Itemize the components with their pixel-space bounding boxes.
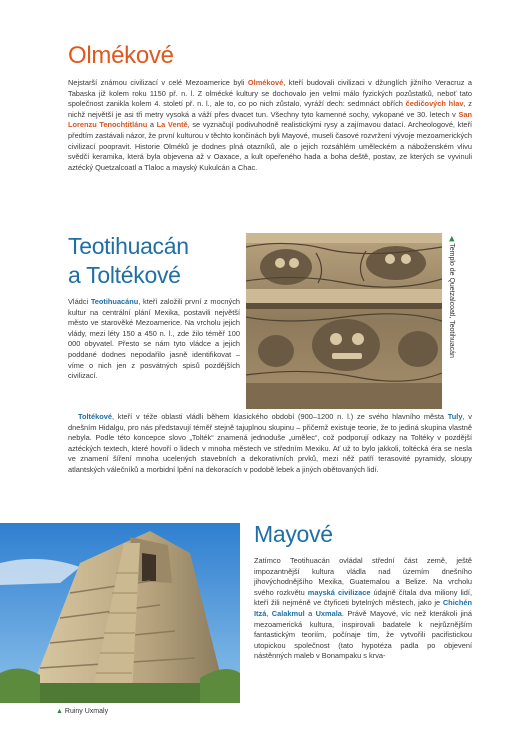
maya-keyword-uxmal: Uxmala: [315, 608, 342, 618]
olmec-keyword-san-lorenzo: San Lorenzu Tenochtitlánu: [68, 109, 472, 130]
olmec-text-3: , z nichž největší je asi tři metry vysoká a váží přes dvacet tun. Všechny tyto kamenné sochy, vykopané ve 30. letech v: [68, 99, 472, 119]
maya-text-2: údajně čítala dva miliony lidí, kteří žili nejméně ve čtyřiceti bytelných městech, jako je: [254, 587, 473, 608]
toltec-text-2: , v dnešním Hidalgu, pro nás představují téměř stejně tajuplnou skupinu – přičemž existuje teorie, že to jediná skupina vlastně nebyla. Podle této koncepce slovo „Tolték“ znamená jednoduše „umělec“, což podporují odkazy na Toltéky v pozdější aztéckých textech, které hovoří o lidech v mnoha městech ve středním Mexiku. Ať už to bylo jakkoli, toltécká éra se nesla ve znamení šíření mnoha ucelených stavebních a dekorativních prvků, mezi něž patří terasovité pyramidy, sloupy atlantských válečníků a morbidní lpění na dekoracích v podobě lebek a jiných obětovaných lidí.: [68, 412, 472, 474]
uxmal-pyramid-image: [0, 523, 240, 703]
olmec-text-5: , se vyznačují podivuhodně realistickými rysy a zajímavou datací. Archeologové, kteří předtím zastávali názor, že první kulturou v těchto končinách byli Mayové, museli časové rozvržení vývoje mezoamerických civilizací poopravit. Historie Olméků je dodnes plná otazníků, ale o jejich rozsáhlém uměleckém a náboženském vlivu svědčí keramika, která byla objevena až v Oaxace, a kult opeřeného hada a boha deště, postav, ze kterých se vyvinuli aztécký Quetzalcoatl a Tlaloc a mayský Kukulcán a Chac.: [68, 120, 472, 172]
section-title-maya: Mayové: [254, 521, 333, 547]
temple-caption-text: Templo de Quetzalcoatl, Teotihuacán: [448, 243, 455, 358]
olmec-text-4: a: [147, 120, 157, 130]
maya-text-4: a: [304, 608, 316, 618]
maya-text-3: ,: [266, 608, 272, 618]
teo-title-line1: Teotihuacán: [68, 233, 189, 259]
temple-photo: [246, 233, 442, 409]
teotihuacan-paragraph: [68, 297, 240, 382]
teo-text-2: , kteří založili první z mocných kultur na centrální plání Mexika, postavili největší město ve starověké Mezoamerice. Na vrcholu jejich vlády, mezi léty 150 a 450 n. l., zde žilo téměř 100 000 obyvatel. Přesto se nám tyto vládce a jejich poddané dodnes nepodařilo jasně identifikovat – víme o nich jen z posvátných spisů pozdějších civilizací.: [68, 297, 240, 381]
section-title-olmec: Olmékové: [68, 42, 174, 69]
temple-photo-caption: [448, 236, 456, 396]
teo-keyword-teotihuacan: Teotihuacánu: [90, 297, 139, 306]
maya-keyword-calakmul: Calakmul: [271, 608, 305, 618]
teo-keyword-toltecs: Toltékové: [78, 412, 112, 421]
temple-carving-image: [246, 233, 442, 409]
caption-triangle-icon: ▲: [56, 708, 63, 715]
uxmal-photo-caption: [56, 708, 108, 715]
toltec-text-1: , kteří v téže oblasti vládli během klasického období (900–1200 n. l.) ze svého hlavního města: [111, 412, 448, 421]
olmec-keyword-la-venta: La Ventě: [156, 120, 188, 130]
teo-keyword-tula: Tuly: [447, 412, 463, 421]
teo-title-line2: a Toltékové: [68, 262, 181, 288]
uxmal-caption-text: Ruiny Uxmaly: [64, 708, 109, 715]
olmec-keyword-heads: čedičových hlav: [405, 99, 464, 109]
teo-text-1: Vládci: [68, 297, 91, 306]
olmec-keyword-olmecs: Olmékové: [247, 78, 284, 87]
olmec-paragraph: [68, 78, 472, 173]
uxmal-photo: [0, 523, 240, 703]
section-title-teotihuacan: [68, 232, 248, 290]
maya-text-1: Zatímco Teotihuacán ovládal střední část země, ještě impozantnější kultura vládla nad územím dnešního jihovýchodnějšího Mexika, Guatemalou a Belize. Na vrcholu svého rozkvětu: [254, 556, 472, 597]
maya-text-5: . Právě Mayové, víc než kterákoli jiná mezoamerická kultura, inspirovali badatele k nejrůznějším fantastickým teoriím, počínaje tím, že vytvořili pacifistickou utopickou společnost (tato hypotéza padla po objevení nástěnných maleb v Bonampaku s krva-: [254, 608, 473, 661]
olmec-text-2: , kteří budovali civilizaci v džunglích jižního Veracruz a Tabaska již kolem roku 1150 př. n. l. Z olmécké kultury se dochovalo jen velmi málo fyzických pozůstatků, neboť tato společnost zanikla kolem 4. století př. n. l., ale to, co po nich zůstalo, vyráží dech: sedmnáct obřích: [68, 78, 472, 109]
toltec-paragraph: [68, 412, 472, 476]
maya-paragraph: [254, 556, 472, 662]
olmec-text-1: Nejstarší známou civilizací v celé Mezoamerice byli: [68, 78, 248, 87]
caption-triangle-icon: ◀: [448, 236, 455, 242]
maya-keyword-civilization: mayská civilizace: [307, 587, 371, 597]
maya-keyword-chichen-itza: Chichén Itzá: [254, 598, 472, 618]
